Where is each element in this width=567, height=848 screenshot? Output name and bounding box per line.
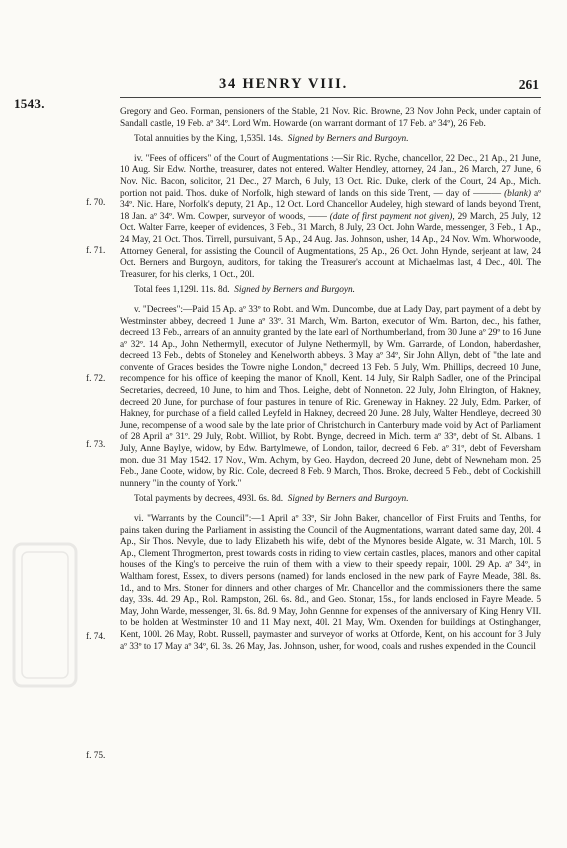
- header-rule: [120, 97, 541, 98]
- folio-marker: f. 74.: [86, 632, 106, 642]
- total-fees: Total fees 1,129l. 11s. 8d. Signed by Berners and Burgoyn.: [134, 285, 355, 296]
- page-number: 261: [518, 77, 539, 92]
- total-decrees: Total payments by decrees, 493l. 6s. 8d. Signed by Berners and Burgoyn.: [134, 494, 409, 505]
- library-stamp-watermark: [10, 540, 80, 690]
- paragraph-annuities-continued: Gregory and Geo. Forman, pensioners of the Stable, 21 Nov. Ric. Browne, 23 Nov John Peck, under captain of Sandall castle, 19 Feb. aº 34º. Lord Wm. Howarde (on warrant dormant of 17 Feb. aº 34º), 26 Feb.: [120, 107, 541, 129]
- running-title: 34 HENRY VIII.: [218, 76, 349, 92]
- folio-marker: f. 72.: [86, 374, 106, 384]
- paragraph-fees-of-officers: iv. "Fees of officers" of the Court of Augmentations :—Sir Ric. Ryche, chancellor, 22 Dec., 21 Ap., 21 June, 10 Aug. Sir Edw. Northe, treasurer, dates not entered. Walter Hendley, attorney, 24 Jan., 26 March, 27 June, 6 Nov. Nic. Bacon, solicitor, 21 Dec., 27 March, 6 July, 13 Oct. Ric. Duke, clerk of the Court, 24 Ap., Mich. portion not paid. Thos. duke of Norfolk, high steward of lands on this side Trent, — day of ——— (blank) aº 34º. Nic. Hare, Norfolk's deputy, 21 Ap., 12 Oct. Lord Chancellor Audeley, high steward of lands beyond Trent, 18 Jan. aº 34º. Wm. Cowper, surveyor of woods, —— (date of first payment not given), 29 March, 25 July, 12 Oct. Walter Farre, keeper of evidences, 3 Feb., 31 March, 8 July, 23 Oct. John Warde, messenger, 3 Feb., 1 Ap., 24 May, 21 Oct. Thos. Tirrell, pursuivant, 5 Ap., 24 Aug. Jas. Johnson, usher, 14 Ap., 24 Nov. Wm. Whorwoode, Attorney General, for assisting the Council of Augmentations, 25 Ap., 26 Oct. John Hynde, serjeant at law, 24 Oct. Berners and Burgoyn, auditors, for taking the Treasurer's account at Michaelmas last, 4 Dec., 40l. The Treasurer, for his clerks, 1 Oct., 20l.: [120, 153, 541, 280]
- folio-marker: f. 73.: [86, 440, 106, 450]
- paragraph-decrees: v. "Decrees":—Paid 15 Ap. aº 33º to Robt. and Wm. Duncombe, due at Lady Day, part payment of a debt by Westminster abbey, decreed 1 June aº 33º. 31 March, Wm. Barton, executor of Wm. Barton, dec., his father, decreed 13 Feb., arrears of an annuity granted by the late earl of Northumberland, from 30 June aº 29º to 16 June aº 32º. 14 Ap., John Nethermyll, executor of Julyne Nethermyll, by Wm. Garrarde, of London, haberdasher, decreed 13 Feb., debts of Stoneley and Kenelworth abbeys. 3 May aº 34º, Sir John Allyn, debt of "the late and convente of Graces besides the Towre nighe London," decreed 13 Feb. 5 July, Wm. Phillips, decreed 10 June, recompence for his office of keeping the manor of Knoll, Kent. 14 July, Sir Ralph Sadler, one of the Principal Secretaries, decreed, 10 June, to him and Thos. Leighe, debt of Nonneton. 22 July, John Elrington, of Hakney, decreed 20 June, for purchase of four pastures in tenure of Ric. Greneway in Hakney. 22 July, Edm. Parker, of Hakney, for purchase of a field called Leyfeld in Hakney, decreed 20 June. 28 July, Walter Hendleye, decreed 30 June, recompense of a wood sale by the late prior of Christchurch in Canterbury made void by Act of Parliament of 28 April aº 31º. 29 July, Robt. Williot, by Robt. Bynge, decreed in Mich. term aº 33º, debt of St. Albans. 1 July, Anne Baylye, widow, by Edw. Bartylmewe, of London, tailor, decreed 6 Feb. aº 31º, debt of Feversham mon. due 31 May 1542. 17 Nov., Wm. Achym, by Geo. Haydon, decreed 20 June, debt of Newneham mon. 25 Feb., Jane Coote, widow, by Ric. Cole, decreed 8 Feb. 9 March, Thos. Broke, decreed 5 Feb., debt of Cockishill nunnery "in the county of York.": [120, 304, 541, 489]
- folio-marker: f. 75.: [86, 751, 106, 761]
- document-body: [120, 107, 541, 653]
- paragraph-warrants-by-council: vi. "Warrants by the Council":—1 April aº 33º, Sir John Baker, chancellor of First Fruits and Tenths, for pains taken during the Parliament in assisting the Council of the Augmentations, warrant dated same day, 20l. 4 Ap., Sir Thos. Nevyle, due to lady Elizabeth his wife, debt of the Mynores beside Algate, w. 31 March, 10l. 5 Ap., Clement Throgmerton, prest towards costs in riding to view certain castles, places, manors and other capital houses of the King's to perceive the ruin of them with a view to their speedy repair, 100l. 29 Ap. aº 34º, in Waltham forest, Essex, to divers persons (named) for lands enclosed in the new park of Fayre Meade, 38l. 8s. 1d., and to Mrs. Stoner for dinners and other charges of Mr. Chancellor and the commissioners there the same day, 33s. 4d. 29 Ap., Rol. Rampston, 26l. 6s. 8d., and Geo. Stonar, 15s., for lands enclosed in Fayre Meade. 5 May, John Warde, messenger, 3l. 6s. 8d. 9 May, John Gennne for expenses of the anniversary of King Henry VII. to be holden at Westminster 10 and 11 May next, 40l. 21 May, Wm. Oxenden for buildings at Ostinghanger, Kent, 100l. 26 May, Robt. Russell, paymaster and surveyor of works at Otforde, Kent, on his account for 3 July aº 33º to 17 May aº 34º, 6l. 3s. 26 May, Jas. Johnson, usher, for wood, coals and rushes expended in the Council: [120, 514, 542, 652]
- year-marker: 1543.: [14, 96, 45, 111]
- total-annuities: Total annuities by the King, 1,535l. 14s. Signed by Berners and Burgoyn.: [134, 134, 409, 145]
- folio-marker: f. 71.: [86, 246, 106, 256]
- folio-marker: f. 70.: [86, 198, 106, 208]
